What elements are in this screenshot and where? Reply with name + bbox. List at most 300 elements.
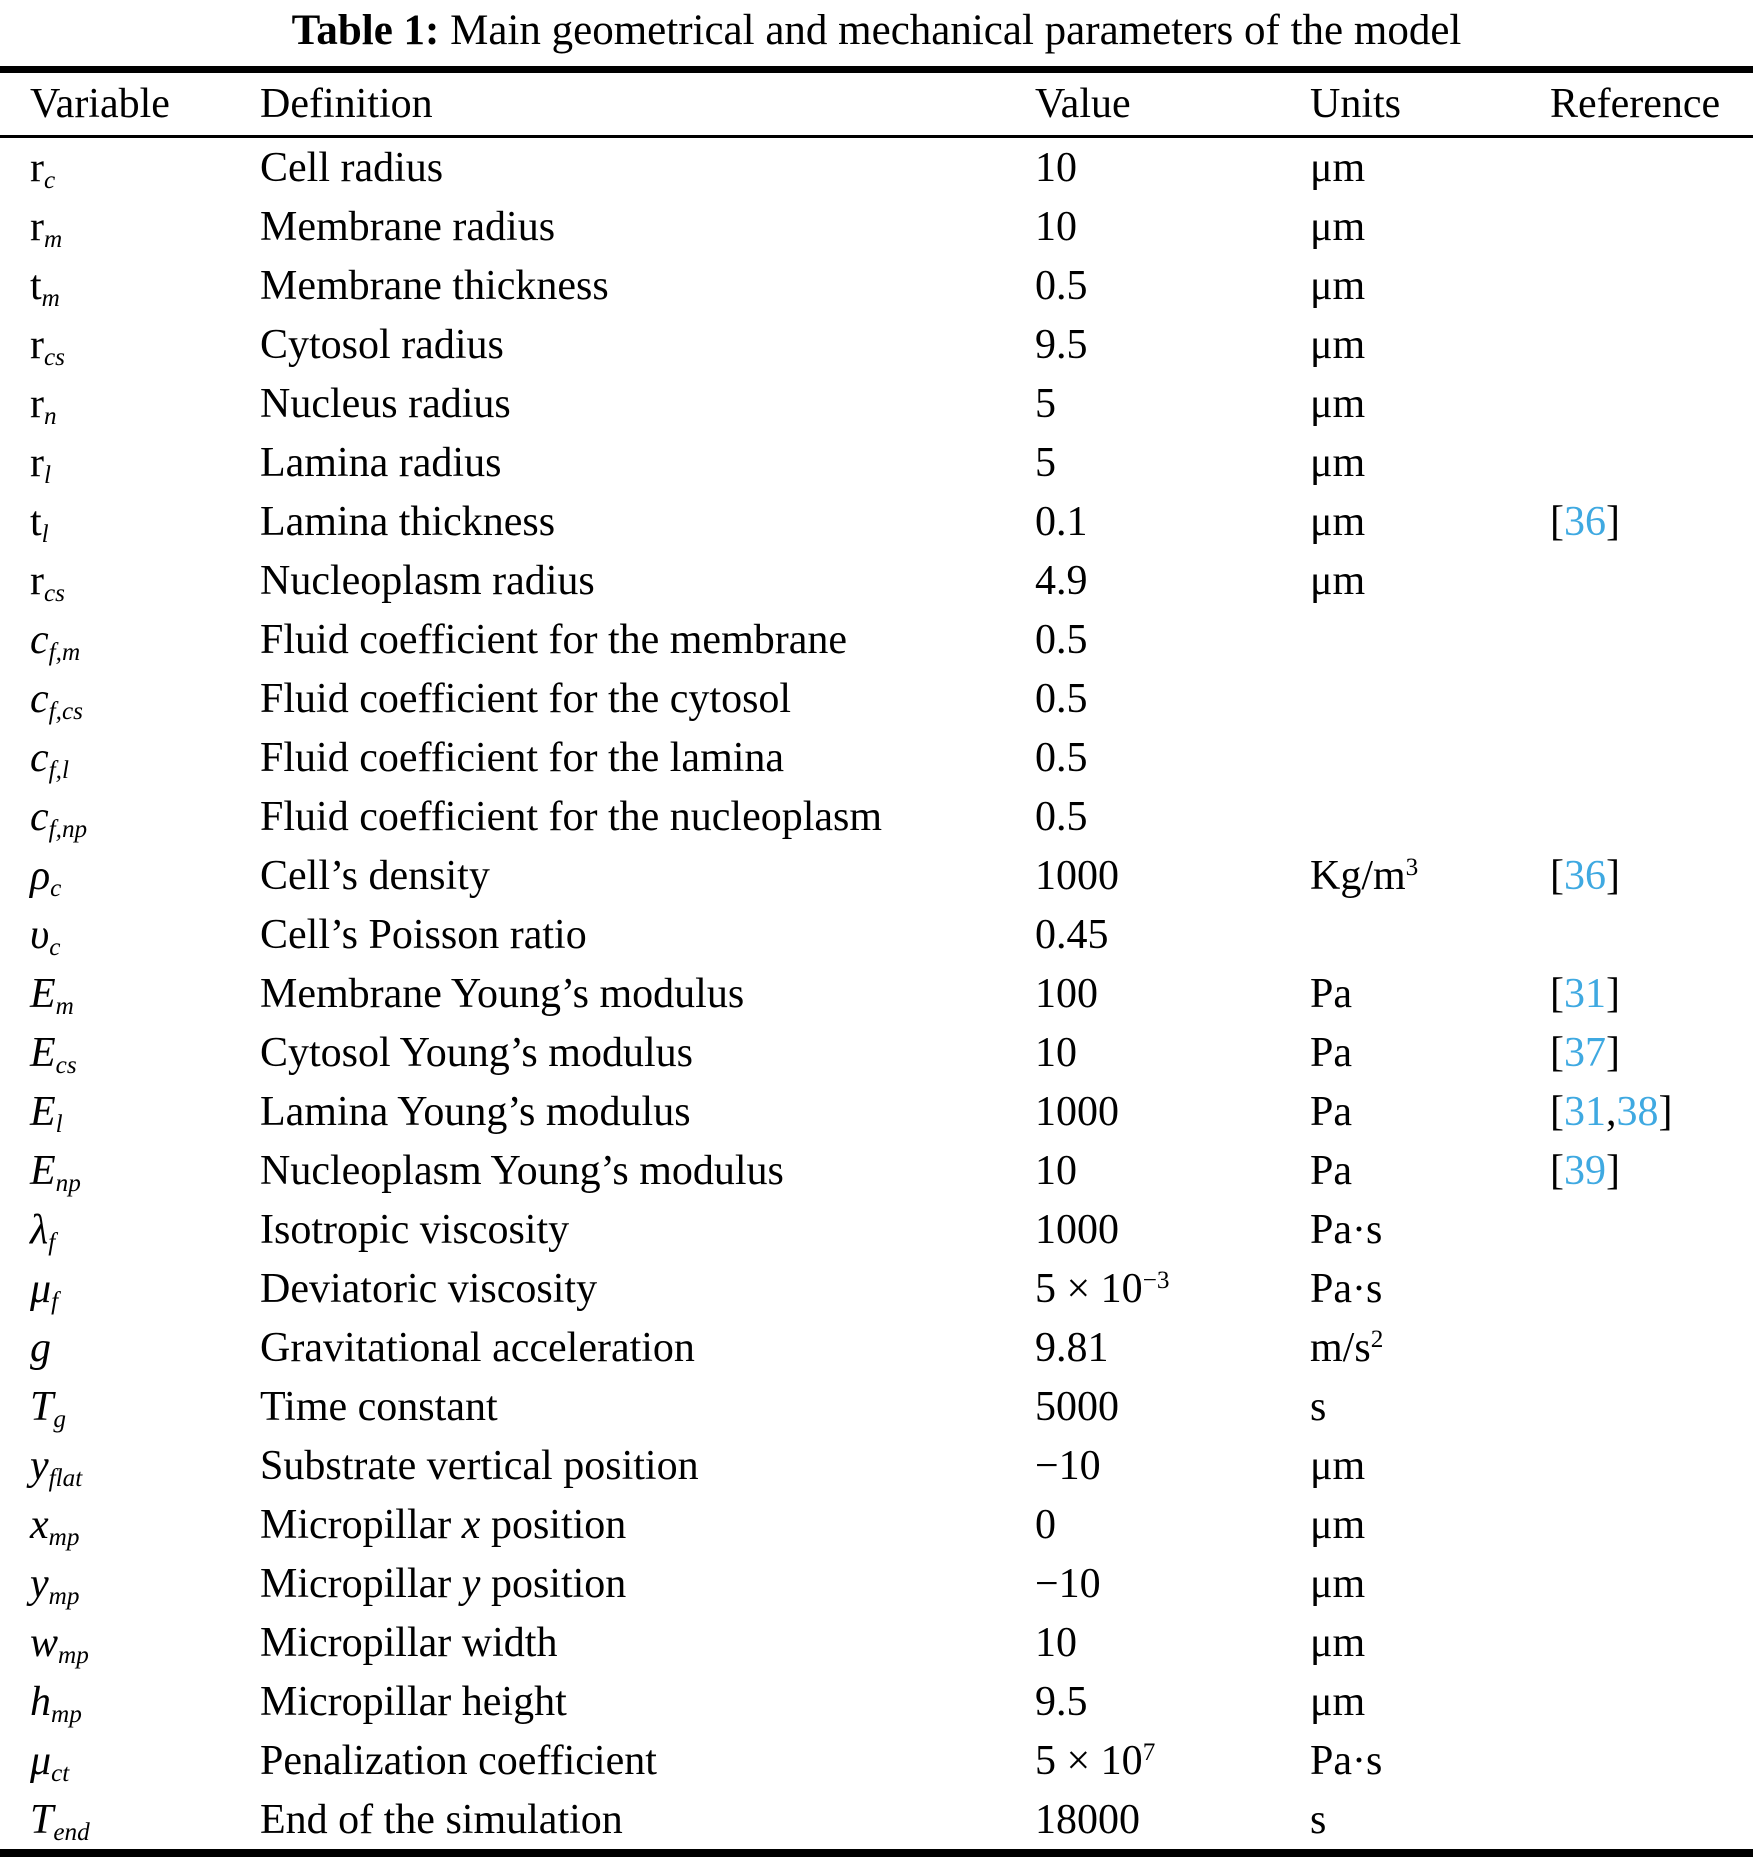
value-text: 0.5 <box>1035 616 1088 663</box>
variable-cell <box>0 905 260 964</box>
definition-text: Cell’s density <box>260 852 490 899</box>
citation-bracket: ] <box>1658 1088 1673 1135</box>
column-header-reference: Reference <box>1550 70 1753 137</box>
variable-cell <box>0 964 260 1023</box>
definition-cell <box>260 551 1035 610</box>
units-cell <box>1310 551 1550 610</box>
reference-cell <box>1550 315 1753 374</box>
variable-subscript: g <box>53 1406 66 1434</box>
definition-cell <box>260 1436 1035 1495</box>
variable-subscript: c <box>44 167 56 195</box>
definition-text: Nucleoplasm Young’s modulus <box>260 1147 784 1194</box>
citation-link[interactable]: 39 <box>1564 1147 1606 1194</box>
reference-cell <box>1550 1259 1753 1318</box>
variable-symbol: c <box>30 793 49 840</box>
citation-bracket: [ <box>1550 1147 1564 1194</box>
units-text: μm <box>1310 144 1366 191</box>
units-cell <box>1310 1141 1550 1200</box>
table-row <box>0 728 1753 787</box>
value-cell <box>1035 728 1310 787</box>
value-text: 5000 <box>1035 1383 1119 1430</box>
definition-text: Cell’s Poisson ratio <box>260 911 587 958</box>
units-text: μm <box>1310 498 1366 545</box>
citation-bracket: [ <box>1550 852 1564 899</box>
variable-cell <box>0 315 260 374</box>
citation-bracket: ] <box>1606 970 1620 1017</box>
units-exponent: 2 <box>1370 1325 1384 1353</box>
variable-cell <box>0 669 260 728</box>
definition-text: Cytosol radius <box>260 321 504 368</box>
citation-bracket: ] <box>1606 852 1620 899</box>
definition-cell <box>260 492 1035 551</box>
variable-cell <box>0 374 260 433</box>
value-cell <box>1035 610 1310 669</box>
variable-subscript: m <box>44 226 63 254</box>
citation-link[interactable]: 38 <box>1616 1088 1659 1135</box>
definition-text: Micropillar height <box>260 1678 567 1725</box>
variable-subscript: c <box>50 875 62 903</box>
units-text: μm <box>1310 321 1366 368</box>
variable-symbol: r <box>30 380 44 427</box>
variable-cell <box>0 1790 260 1853</box>
units-cell <box>1310 1790 1550 1853</box>
value-cell <box>1035 315 1310 374</box>
units-text: s <box>1310 1796 1327 1843</box>
definition-cell <box>260 1613 1035 1672</box>
variable-subscript: flat <box>48 1465 83 1493</box>
value-cell <box>1035 1082 1310 1141</box>
variable-cell <box>0 728 260 787</box>
definition-text: Penalization coefficient <box>260 1737 657 1784</box>
table-row <box>0 374 1753 433</box>
citation-separator: , <box>1606 1088 1617 1135</box>
table-header <box>0 70 1753 137</box>
units-exponent: 3 <box>1405 853 1419 881</box>
reference-cell <box>1550 1200 1753 1259</box>
units-cell <box>1310 137 1550 198</box>
variable-subscript: end <box>53 1819 90 1847</box>
variable-cell <box>0 1259 260 1318</box>
units-text: Pa·s <box>1310 1737 1383 1784</box>
reference-cell <box>1550 1141 1753 1200</box>
value-cell <box>1035 1790 1310 1853</box>
value-cell <box>1035 551 1310 610</box>
reference-cell <box>1550 1790 1753 1853</box>
units-text: μm <box>1310 262 1366 309</box>
units-cell <box>1310 1318 1550 1377</box>
variable-subscript: l <box>55 1111 63 1139</box>
variable-cell <box>0 1554 260 1613</box>
units-text: Pa <box>1310 970 1352 1017</box>
value-text: 5 × 10 <box>1035 1265 1143 1312</box>
units-text: Pa <box>1310 1147 1352 1194</box>
variable-subscript: mp <box>48 1583 80 1611</box>
value-cell <box>1035 1259 1310 1318</box>
value-exponent: −3 <box>1142 1266 1170 1294</box>
definition-cell <box>260 610 1035 669</box>
definition-cell <box>260 669 1035 728</box>
variable-cell <box>0 137 260 198</box>
units-text: Kg/m <box>1310 852 1406 899</box>
variable-symbol: E <box>30 1029 56 1076</box>
table-row <box>0 1790 1753 1853</box>
table-row <box>0 1495 1753 1554</box>
value-cell <box>1035 1023 1310 1082</box>
variable-subscript: f,l <box>48 757 69 785</box>
units-cell <box>1310 315 1550 374</box>
table-row <box>0 197 1753 256</box>
value-cell <box>1035 1141 1310 1200</box>
definition-cell <box>260 728 1035 787</box>
table-row <box>0 787 1753 846</box>
table-row <box>0 492 1753 551</box>
variable-symbol: T <box>30 1796 54 1843</box>
reference-cell <box>1550 492 1753 551</box>
reference-cell <box>1550 374 1753 433</box>
variable-subscript: np <box>55 1170 81 1198</box>
variable-cell <box>0 1318 260 1377</box>
definition-text: Cell radius <box>260 144 444 191</box>
parameters-table <box>0 66 1753 1857</box>
definition-cell <box>260 1377 1035 1436</box>
definition-text: Lamina Young’s modulus <box>260 1088 691 1135</box>
column-header-units: Units <box>1310 70 1550 137</box>
variable-subscript: cs <box>44 344 65 372</box>
units-cell <box>1310 1082 1550 1141</box>
variable-symbol: g <box>30 1324 51 1371</box>
definition-cell <box>260 374 1035 433</box>
definition-text: Fluid coefficient for the membrane <box>260 616 848 663</box>
value-text: 0.5 <box>1035 262 1088 309</box>
definition-italic-symbol: x <box>461 1501 481 1548</box>
variable-symbol: r <box>30 557 44 604</box>
variable-symbol: w <box>30 1619 59 1666</box>
table-row <box>0 610 1753 669</box>
variable-subscript: c <box>49 934 61 962</box>
table-row <box>0 1259 1753 1318</box>
variable-cell <box>0 551 260 610</box>
value-cell <box>1035 964 1310 1023</box>
definition-text: Micropillar <box>260 1560 462 1607</box>
value-cell <box>1035 787 1310 846</box>
citation-link[interactable]: 36 <box>1564 852 1606 899</box>
variable-subscript: f,cs <box>48 698 83 726</box>
definition-text: Isotropic viscosity <box>260 1206 570 1253</box>
definition-cell <box>260 1141 1035 1200</box>
value-cell <box>1035 669 1310 728</box>
citation-bracket: ] <box>1606 1147 1620 1194</box>
citation-bracket: [ <box>1550 1029 1564 1076</box>
variable-symbol: t <box>30 498 42 545</box>
definition-cell <box>260 433 1035 492</box>
variable-symbol: c <box>30 675 49 722</box>
variable-symbol: μ <box>30 1265 52 1312</box>
value-text: 5 <box>1035 439 1056 486</box>
value-text: 100 <box>1035 970 1098 1017</box>
reference-cell <box>1550 1495 1753 1554</box>
definition-cell <box>260 1200 1035 1259</box>
units-cell <box>1310 1023 1550 1082</box>
value-cell <box>1035 197 1310 256</box>
table-row <box>0 1554 1753 1613</box>
value-text: 9.5 <box>1035 321 1088 368</box>
value-cell <box>1035 1495 1310 1554</box>
definition-text: Fluid coefficient for the lamina <box>260 734 785 781</box>
variable-symbol: r <box>30 439 44 486</box>
reference-cell <box>1550 1318 1753 1377</box>
value-cell <box>1035 1731 1310 1790</box>
reference-cell <box>1550 1672 1753 1731</box>
definition-text: Micropillar <box>260 1501 462 1548</box>
definition-cell <box>260 1495 1035 1554</box>
column-header-definition: Definition <box>260 70 1035 137</box>
value-cell <box>1035 1377 1310 1436</box>
definition-text: Lamina thickness <box>260 498 556 545</box>
variable-symbol: μ <box>30 1737 52 1784</box>
definition-text: position <box>480 1501 627 1548</box>
reference-cell <box>1550 1023 1753 1082</box>
definition-cell <box>260 1554 1035 1613</box>
variable-subscript: m <box>55 993 74 1021</box>
variable-cell <box>0 1200 260 1259</box>
table-row <box>0 433 1753 492</box>
units-cell <box>1310 492 1550 551</box>
units-cell <box>1310 610 1550 669</box>
value-text: 9.5 <box>1035 1678 1088 1725</box>
value-cell <box>1035 1200 1310 1259</box>
reference-cell <box>1550 669 1753 728</box>
value-text: 0.5 <box>1035 734 1088 781</box>
definition-cell <box>260 1259 1035 1318</box>
units-text: μm <box>1310 1678 1366 1725</box>
reference-cell <box>1550 728 1753 787</box>
variable-subscript: f,np <box>48 816 88 844</box>
table-row <box>0 1731 1753 1790</box>
variable-cell <box>0 492 260 551</box>
units-cell <box>1310 256 1550 315</box>
citation-bracket: [ <box>1550 498 1564 545</box>
variable-subscript: ct <box>51 1760 70 1788</box>
value-cell <box>1035 846 1310 905</box>
reference-cell <box>1550 1731 1753 1790</box>
value-text: 1000 <box>1035 1206 1119 1253</box>
units-text: Pa·s <box>1310 1265 1383 1312</box>
table-row <box>0 1082 1753 1141</box>
definition-text: Membrane Young’s modulus <box>260 970 745 1017</box>
table-row <box>0 1672 1753 1731</box>
table-row <box>0 1613 1753 1672</box>
value-cell <box>1035 1436 1310 1495</box>
variable-subscript: m <box>41 285 60 313</box>
units-cell <box>1310 1436 1550 1495</box>
variable-symbol: x <box>30 1501 49 1548</box>
value-text: 0.5 <box>1035 793 1088 840</box>
variable-symbol: c <box>30 734 49 781</box>
value-text: 9.81 <box>1035 1324 1109 1371</box>
definition-cell <box>260 1082 1035 1141</box>
units-cell <box>1310 1495 1550 1554</box>
definition-text: Fluid coefficient for the nucleoplasm <box>260 793 883 840</box>
citation-bracket: ] <box>1606 1029 1620 1076</box>
value-text: 4.9 <box>1035 557 1088 604</box>
value-text: −10 <box>1035 1560 1101 1607</box>
value-text: 5 <box>1035 380 1056 427</box>
variable-subscript: mp <box>51 1701 82 1729</box>
variable-cell <box>0 197 260 256</box>
value-cell <box>1035 374 1310 433</box>
variable-subscript: f <box>48 1229 56 1257</box>
variable-symbol: h <box>30 1678 51 1725</box>
table-row <box>0 137 1753 198</box>
units-cell <box>1310 846 1550 905</box>
citation-link[interactable]: 37 <box>1564 1029 1606 1076</box>
table-title-text: Main geometrical and mechanical parameters of the model <box>450 7 1462 54</box>
definition-text: Membrane thickness <box>260 262 609 309</box>
variable-subscript: mp <box>58 1642 89 1670</box>
value-cell <box>1035 1554 1310 1613</box>
variable-cell <box>0 1377 260 1436</box>
citation-bracket: ] <box>1606 498 1620 545</box>
reference-cell <box>1550 1377 1753 1436</box>
table-title-label: Table 1: <box>291 7 440 54</box>
value-cell <box>1035 1318 1310 1377</box>
citation-link[interactable]: 31 <box>1564 970 1606 1017</box>
units-text: μm <box>1310 1560 1366 1607</box>
table-title <box>0 0 1753 66</box>
table-row <box>0 905 1753 964</box>
variable-symbol: E <box>30 970 56 1017</box>
variable-symbol: r <box>30 144 44 191</box>
variable-cell <box>0 846 260 905</box>
variable-cell <box>0 1082 260 1141</box>
table-row <box>0 256 1753 315</box>
definition-text: Nucleoplasm radius <box>260 557 595 604</box>
variable-symbol: c <box>30 616 49 663</box>
value-exponent: 7 <box>1142 1738 1156 1766</box>
reference-cell <box>1550 846 1753 905</box>
definition-cell <box>260 256 1035 315</box>
units-cell <box>1310 1259 1550 1318</box>
variable-symbol: r <box>30 203 44 250</box>
table-row <box>0 315 1753 374</box>
units-text: μm <box>1310 380 1366 427</box>
value-cell <box>1035 905 1310 964</box>
units-cell <box>1310 374 1550 433</box>
variable-cell <box>0 1495 260 1554</box>
value-text: 0.45 <box>1035 911 1109 958</box>
header-row <box>0 70 1753 137</box>
variable-symbol: E <box>30 1088 56 1135</box>
variable-subscript: l <box>44 462 51 490</box>
value-text: −10 <box>1035 1442 1101 1489</box>
variable-symbol: υ <box>30 911 50 958</box>
units-text: μm <box>1310 557 1366 604</box>
units-cell <box>1310 1200 1550 1259</box>
reference-cell <box>1550 610 1753 669</box>
units-cell <box>1310 1554 1550 1613</box>
variable-subscript: l <box>41 521 49 549</box>
variable-subscript: f,m <box>48 639 81 667</box>
value-text: 0.5 <box>1035 675 1088 722</box>
table-row <box>0 1436 1753 1495</box>
definition-text: Lamina radius <box>260 439 502 486</box>
units-cell <box>1310 197 1550 256</box>
units-cell <box>1310 964 1550 1023</box>
table-row <box>0 1200 1753 1259</box>
variable-cell <box>0 1141 260 1200</box>
units-cell <box>1310 669 1550 728</box>
variable-symbol: t <box>30 262 42 309</box>
definition-text: position <box>480 1560 627 1607</box>
citation-link[interactable]: 31 <box>1564 1088 1606 1135</box>
units-cell <box>1310 728 1550 787</box>
units-cell <box>1310 1731 1550 1790</box>
table-row <box>0 846 1753 905</box>
citation-bracket: [ <box>1550 1088 1564 1135</box>
citation-bracket: [ <box>1550 970 1564 1017</box>
variable-subscript: mp <box>48 1524 80 1552</box>
reference-cell <box>1550 137 1753 198</box>
variable-cell <box>0 1613 260 1672</box>
table-row <box>0 551 1753 610</box>
definition-text: End of the simulation <box>260 1796 623 1843</box>
definition-text: Gravitational acceleration <box>260 1324 695 1371</box>
definition-cell <box>260 1790 1035 1853</box>
table-row <box>0 1318 1753 1377</box>
value-cell <box>1035 137 1310 198</box>
reference-cell <box>1550 197 1753 256</box>
definition-text: Cytosol Young’s modulus <box>260 1029 693 1076</box>
units-text: μm <box>1310 1619 1366 1666</box>
value-cell <box>1035 256 1310 315</box>
definition-cell <box>260 787 1035 846</box>
value-text: 0 <box>1035 1501 1056 1548</box>
units-cell <box>1310 433 1550 492</box>
units-cell <box>1310 1613 1550 1672</box>
value-text: 1000 <box>1035 1088 1119 1135</box>
reference-cell <box>1550 905 1753 964</box>
units-text: μm <box>1310 1501 1366 1548</box>
units-text: Pa <box>1310 1088 1352 1135</box>
value-text: 10 <box>1035 1147 1077 1194</box>
variable-cell <box>0 1436 260 1495</box>
variable-symbol: ρ <box>30 852 51 899</box>
definition-cell <box>260 1672 1035 1731</box>
table-row <box>0 1377 1753 1436</box>
units-text: Pa·s <box>1310 1206 1383 1253</box>
reference-cell <box>1550 1554 1753 1613</box>
units-text: s <box>1310 1383 1327 1430</box>
definition-cell <box>260 1318 1035 1377</box>
definition-cell <box>260 137 1035 198</box>
value-text: 10 <box>1035 203 1077 250</box>
table-row <box>0 1023 1753 1082</box>
units-cell <box>1310 1672 1550 1731</box>
value-cell <box>1035 1613 1310 1672</box>
table-row <box>0 1141 1753 1200</box>
value-text: 0.1 <box>1035 498 1088 545</box>
reference-cell <box>1550 1436 1753 1495</box>
units-text: μm <box>1310 1442 1366 1489</box>
definition-text: Micropillar width <box>260 1619 558 1666</box>
variable-subscript: cs <box>55 1052 77 1080</box>
reference-cell <box>1550 1082 1753 1141</box>
units-cell <box>1310 787 1550 846</box>
value-cell <box>1035 433 1310 492</box>
citation-link[interactable]: 36 <box>1564 498 1606 545</box>
reference-cell <box>1550 256 1753 315</box>
table-body <box>0 137 1753 1854</box>
